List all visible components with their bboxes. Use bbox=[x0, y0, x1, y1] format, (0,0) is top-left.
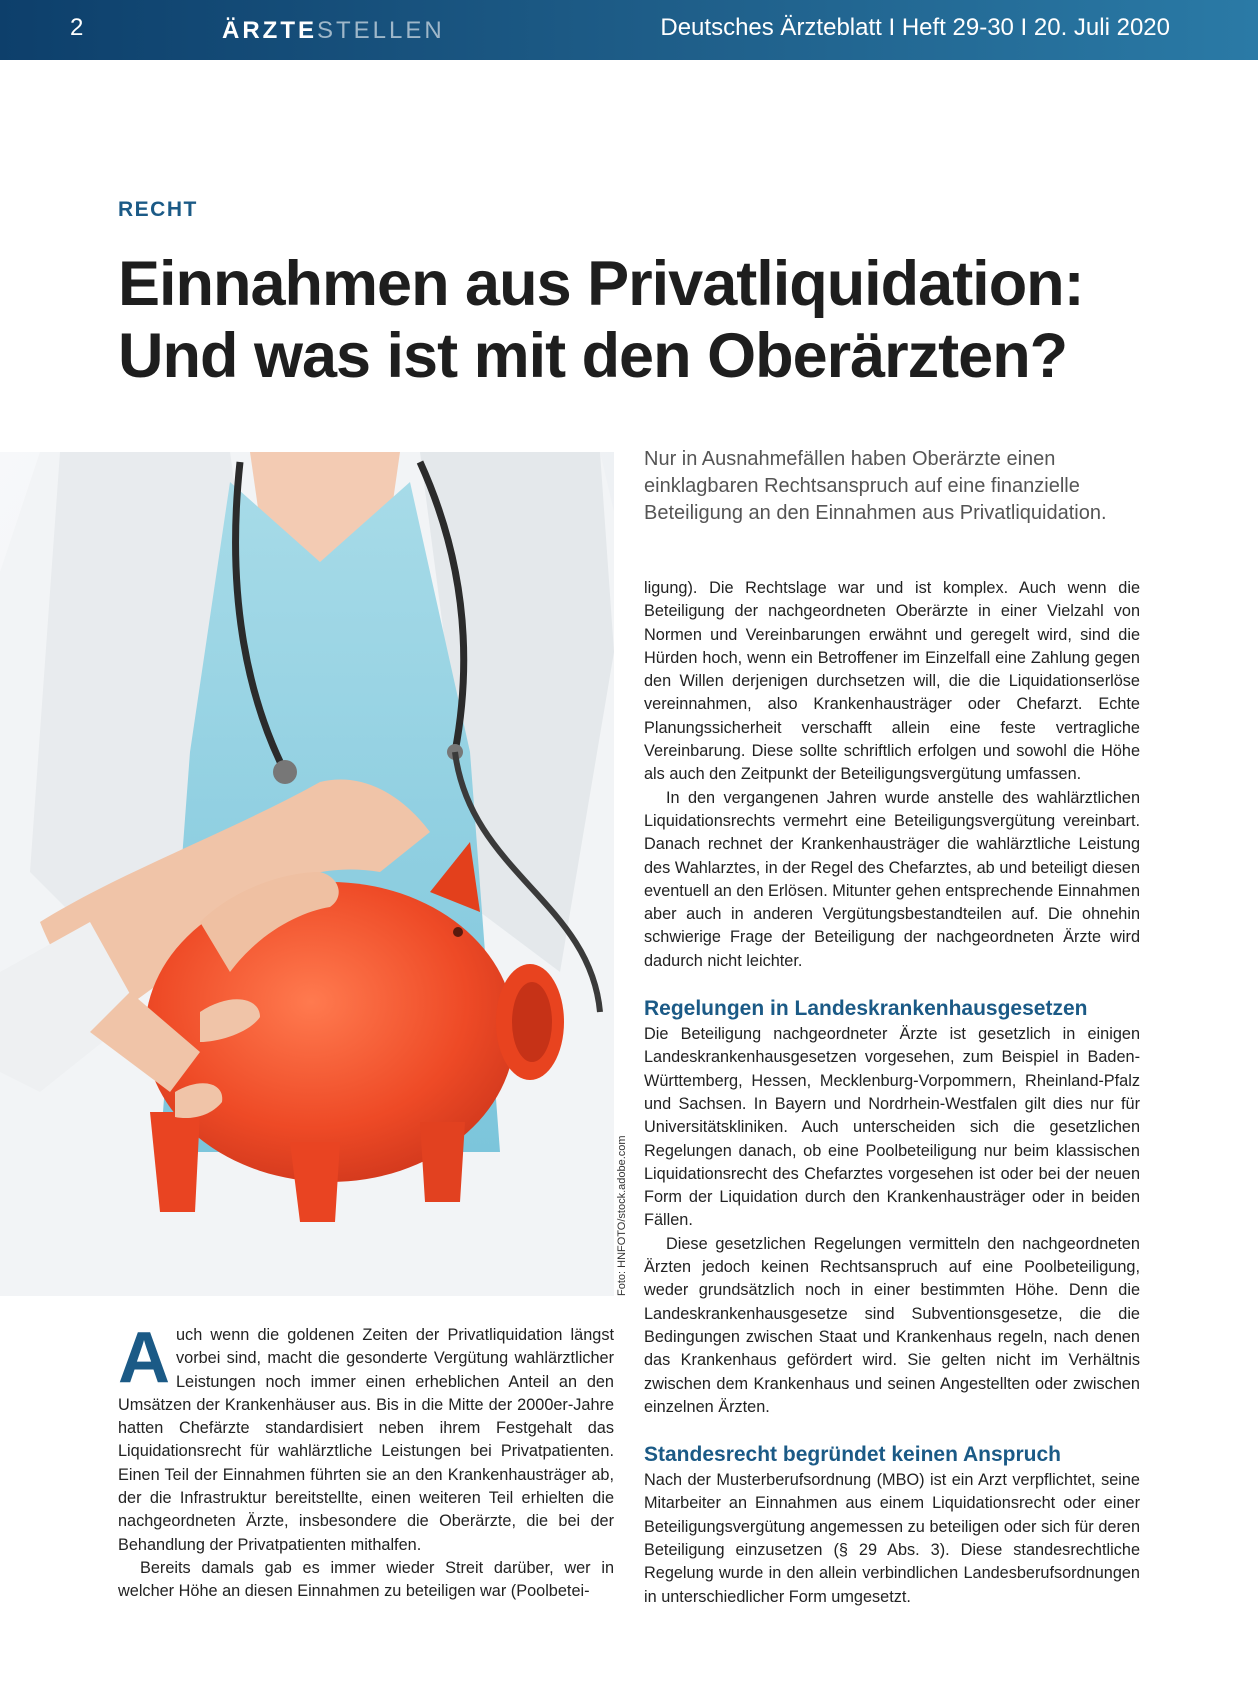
drop-cap: A bbox=[118, 1318, 170, 1398]
right-paragraph-4: Diese gesetzlichen Regelungen vermitteln den nachgeordneten Ärzten jedoch keinen Rechtsanspruch auf eine Poolbeteiligung, weder grundsätzlich noch in einer bestimmten Höhe. Denn die Landeskrankenhausgesetze sind Subventionsgesetze, die die Bedingungen zwischen Staat und Krankenhaus regeln, nach denen das Krankenhaus gefördert wird. Sie gelten nicht im Verhältnis zwischen dem Krankenhaus und seinen Angestellten oder zwischen einzelnen Ärzten. bbox=[644, 1234, 1140, 1416]
right-paragraph-3: Die Beteiligung nachgeordneter Ärzte ist gesetzlich in einigen Landeskrankenhausgesetzen vorgesehen, zum Beispiel in Baden-Württemberg, Hessen, Mecklenburg-Vorpommern, Rheinland-Pfalz und Sachsen. In Bayern und Nordrhein-Westfalen gilt dies nur für Universitätskliniken. Auch unterscheiden sich die gesetzlichen Regelungen danach, ob eine Poolbeteiligung nur beim klassischen Liquidationsrecht des Chefarztes vorgesehen ist oder bei der neuen Form der Liquidation durch den Krankenhausträger oder in beiden Fällen. bbox=[644, 1025, 1140, 1230]
article-title bbox=[118, 248, 1158, 392]
body-paragraph bbox=[118, 1318, 614, 1557]
left-column bbox=[118, 1318, 614, 1604]
title-line-2: Und was ist mit den Oberärzten? bbox=[118, 321, 1068, 391]
subheading-landeskrankenhausgesetze: Regelungen in Landeskrankenhausgesetzen bbox=[644, 997, 1088, 1021]
left-paragraph-2: Bereits damals gab es immer wieder Streit darüber, wer in welcher Höhe an diesen Einnahmen zu beteiligen war (Poolbetei- bbox=[118, 1558, 614, 1601]
title-line-1: Einnahmen aus Privatliquidation: bbox=[118, 249, 1084, 319]
right-paragraph-2: In den vergangenen Jahren wurde anstelle des wahlärztlichen Liquidationsrechts vermehrt eine Beteiligungsvergütung vereinbart. Danach rechnet der Krankenhausträger die wahlärztliche Leistung des Wahlarztes, in der Regel des Chefarztes, ab und beteiligt diesen eventuell an den Erlösen. Mitunter gehen entsprechende Einnahmen aber auch in anderen Vergütungsbestandteilen auf. Die ohnehin schwierige Frage der Beteiligung der nachgeordneten Ärzte wird dadurch nicht leichter. bbox=[644, 788, 1141, 970]
right-paragraph-5: Nach der Musterberufsordnung (MBO) ist ein Arzt verpflichtet, seine Mitarbeiter an Einnahmen aus einem Liquidationsrecht oder einer Beteiligungsvergütung angemessen zu beteiligen oder sich für deren Beteiligung einzusetzen (§ 29 Abs. 3). Diese standesrechtliche Regelung wurde in den allein verbindlichen Landesberufsordnungen in unterschiedlicher Form umgesetzt. bbox=[644, 1471, 1140, 1606]
article-photo bbox=[0, 452, 614, 1296]
logo-light-part: STELLEN bbox=[317, 17, 445, 44]
photo-credit: Foto: HNFOTO/stock.adobe.com bbox=[616, 1135, 628, 1296]
article-lead: Nur in Ausnahmefällen haben Oberärzte einen einklagbaren Rechtsanspruch auf eine finanzielle Beteiligung an den Einnahmen aus Privatliquidation. bbox=[644, 448, 1107, 524]
page-number: 2 bbox=[70, 14, 84, 41]
section-kicker: RECHT bbox=[118, 198, 198, 221]
left-paragraph-1: uch wenn die goldenen Zeiten der Privatliquidation längst vorbei sind, macht die gesonderte Vergütung wahlärztlicher Leistungen noch immer einen erheblichen Anteil an den Umsätzen der Krankenhäuser aus. Bis in die Mitte der 2000er-Jahre hatten Chefärzte standardisiert neben ihrem Festgehalt das Liquidationsrecht für wahlärztliche Leistungen bei Privatpatienten. Einen Teil der Einnahmen führten sie an den Krankenhausträger ab, der die Infrastruktur bereitstellte, einen weiteren Teil erhielten die nachgeordneten Ärzte, insbesondere die Oberärzte, die bei der Behandlung der Privatpatienten mithalfen. bbox=[118, 1326, 614, 1554]
subheading-standesrecht: Standesrecht begründet keinen Anspruch bbox=[644, 1443, 1061, 1467]
header-bar bbox=[0, 0, 1258, 60]
aerztestellen-logo bbox=[222, 17, 445, 45]
right-paragraph-1: ligung). Die Rechtslage war und ist komplex. Auch wenn die Beteiligung der nachgeordneten Oberärzte in einer Vielzahl von Normen und Vereinbarungen erwähnt und geregelt wird, sind die Hürden hoch, wenn ein Betroffener im Einzelfall eine Zahlung gegen den Willen derjenigen durchsetzen will, die die Liquidationserlöse vereinnahmen, also Krankenhausträger oder Chefarzt. Echte Planungssicherheit verschafft allein eine feste vertragliche Vereinbarung. Diese sollte schriftlich erfolgen und sowohl die Höhe als auch den Zeitpunkt der Beteiligungsvergütung umfassen. bbox=[644, 579, 1140, 784]
right-column bbox=[644, 577, 1140, 1609]
publication-info: Deutsches Ärzteblatt I Heft 29-30 I 20. Juli 2020 bbox=[660, 14, 1170, 41]
doctor-piggy-bank-illustration bbox=[0, 452, 614, 1296]
logo-bold-part: ÄRZTE bbox=[222, 17, 317, 44]
